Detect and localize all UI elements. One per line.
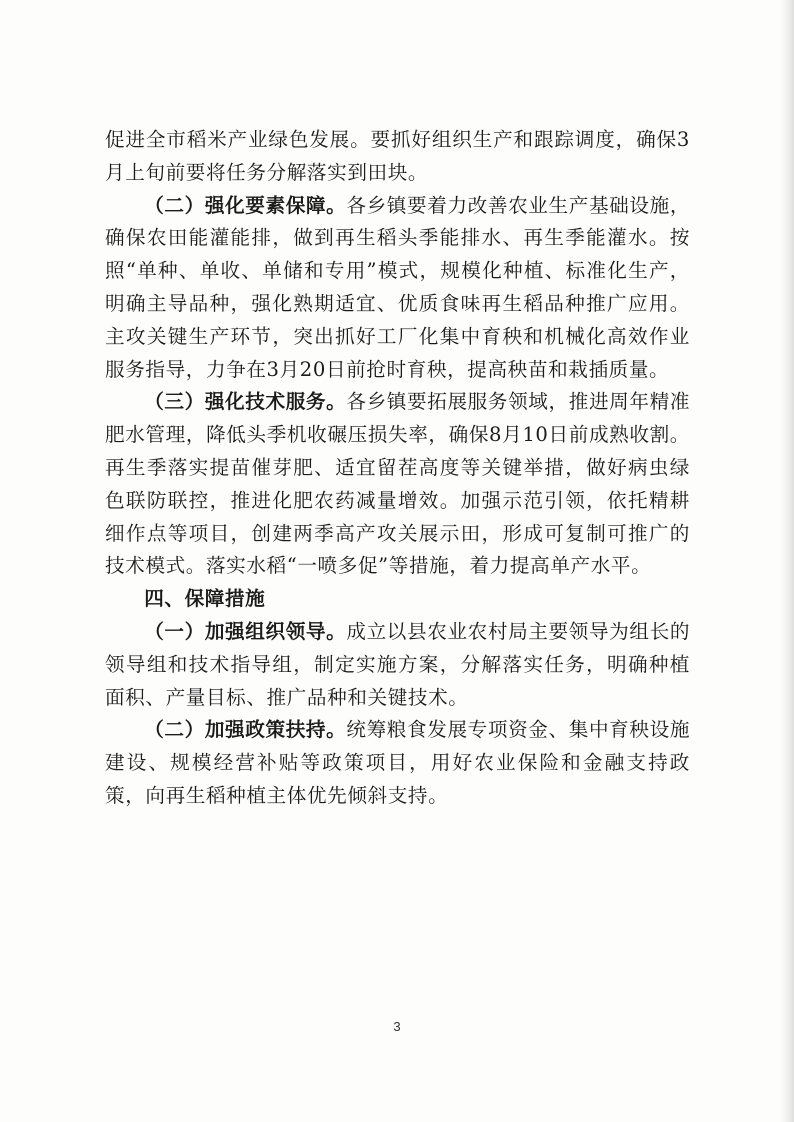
paragraph-lead: （一）加强组织领导。: [144, 619, 347, 643]
paragraph-text: 成立以县农业农村局主要领导为组长的领导组和技术指导组，制定实施方案，分解落实任务，明确种植面积、产量目标、推广品种和关键技术。: [105, 619, 691, 709]
paragraph-text: 促进全市稻米产业绿色发展。要抓好组织生产和跟踪调度，确保3月上旬前要将任务分解落实到田块。: [105, 128, 690, 184]
paragraph-strengthen-factors: [105, 190, 690, 387]
section-heading: [105, 583, 690, 616]
body-text: [105, 124, 690, 813]
paragraph-continuation: [105, 124, 690, 190]
page-number: 3: [393, 1019, 401, 1034]
section-heading-text: 四、保障措施: [144, 587, 266, 611]
page-edge-shadow: [780, 0, 794, 1122]
paragraph-strengthen-tech: [105, 386, 690, 583]
paragraph-lead: （三）强化技术服务。: [144, 390, 347, 414]
paragraph-lead: （二）加强政策扶持。: [144, 718, 347, 742]
paragraph-policy: [105, 714, 690, 812]
paragraph-text: 各乡镇要拓展服务领域，推进周年精准肥水管理，降低头季机收碾压损失率，确保8月10日前成熟收割。再生季落实提苗催芽肥、适宜留茬高度等关键举措，做好病虫绿色联防联控，推进化肥农药减量增效。加强示范引领，依托精耕细作点等项目，创建两季高产攻关展示田，形成可复制可推广的技术模式。落实水稻“一喷多促”等措施，着力提高单产水平。: [105, 390, 691, 578]
paragraph-organization: [105, 616, 690, 714]
paragraph-text: 各乡镇要着力改善农业生产基础设施，确保农田能灌能排，做到再生稻头季能排水、再生季能灌水。按照“单种、单收、单储和专用”模式，规模化种植、标准化生产，明确主导品种，强化熟期适宜、优质食味再生稻品种推广应用。主攻关键生产环节，突出抓好工厂化集中育秧和机械化高效作业服务指导，力争在3月20日前抢时育秧，提高秧苗和栽插质量。: [105, 193, 691, 381]
paragraph-lead: （二）强化要素保障。: [144, 193, 347, 217]
paragraph-text: 统筹粮食发展专项资金、集中育秧设施建设、规模经营补贴等政策项目，用好农业保险和金融支持政策，向再生稻种植主体优先倾斜支持。: [105, 718, 691, 807]
